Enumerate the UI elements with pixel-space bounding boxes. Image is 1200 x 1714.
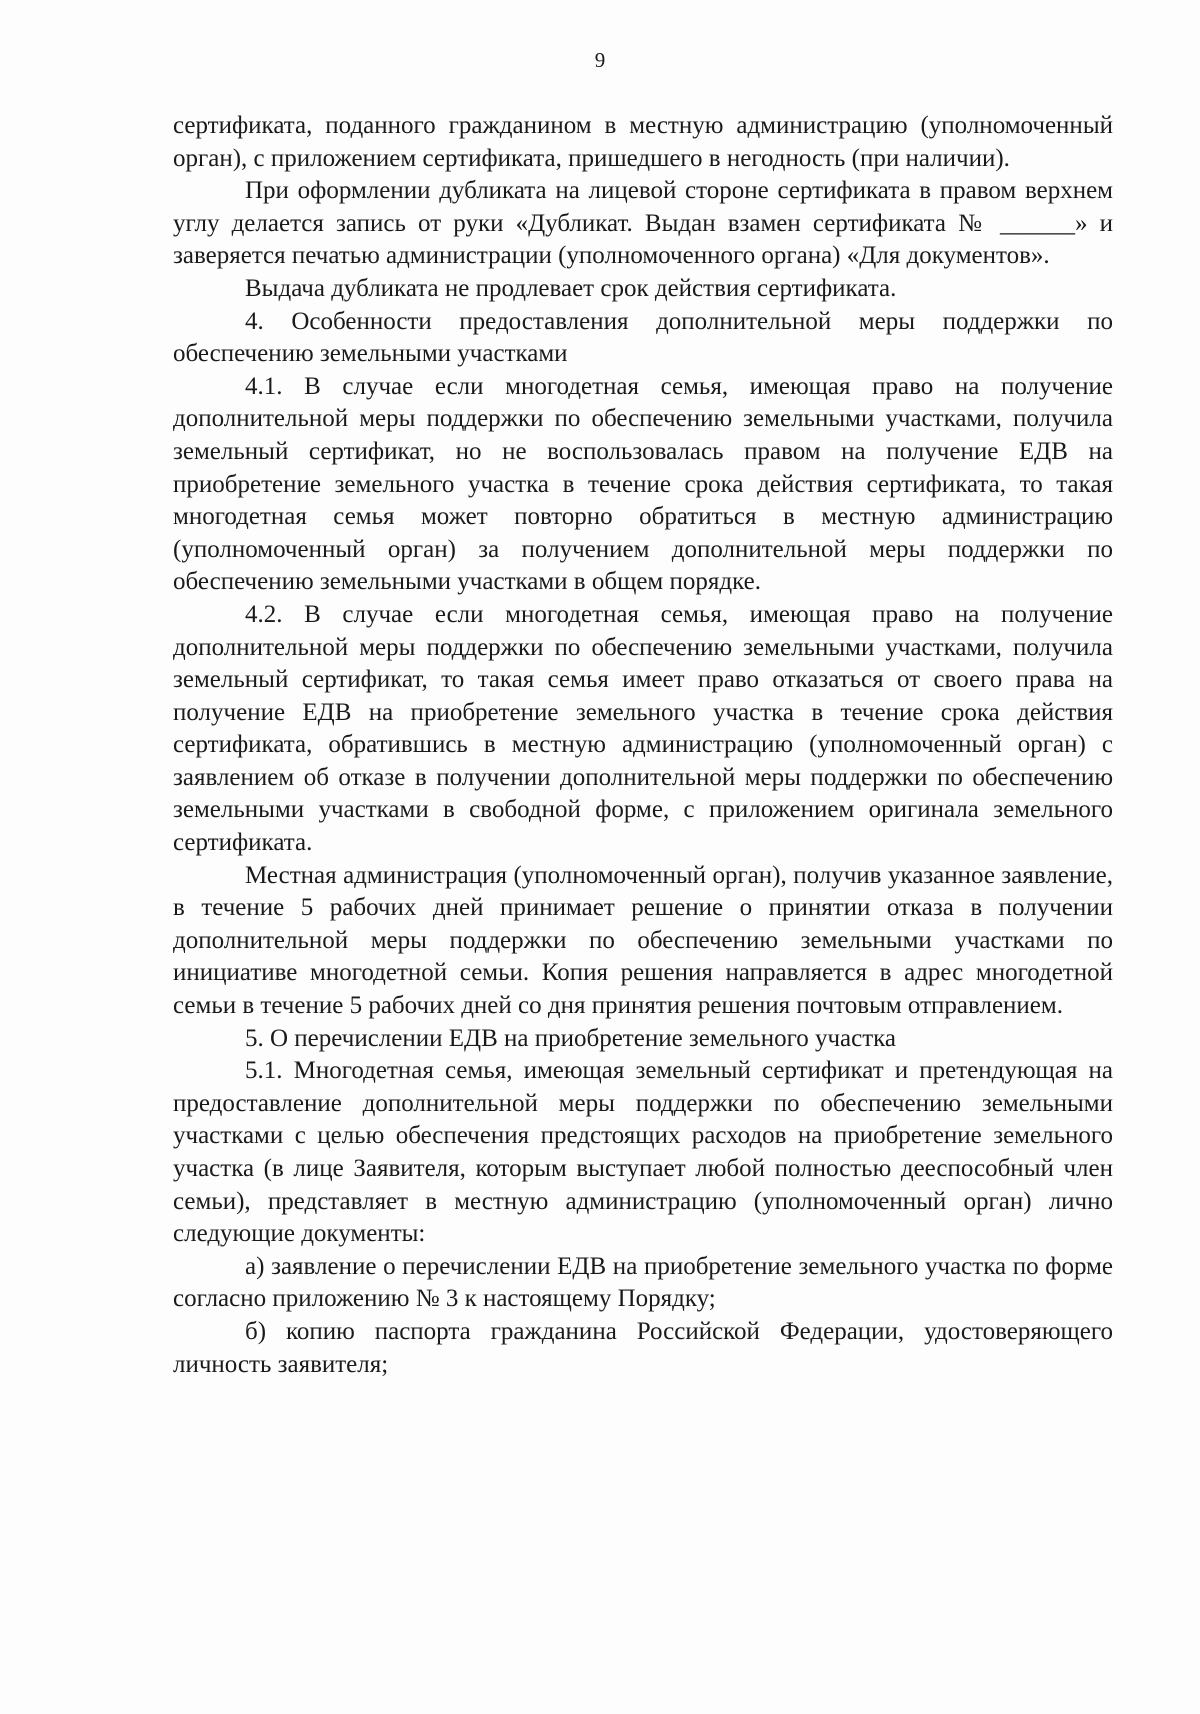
section-heading-5: 5. О перечислении ЕДВ на приобретение земельного участка — [245, 1024, 897, 1052]
page-number: 9 — [594, 48, 606, 72]
paragraph-duplicate-validity: Выдача дубликата не продлевает срок действия сертификата. — [245, 274, 897, 302]
paragraph-duplicate-note: При оформлении дубликата на лицевой стороне сертификата в правом верхнем углу делается запись от руки «Дубликат. Выдан взамен сертификата № ______» и заверяется печатью администрации (уполномоченного органа) «Для документов». — [173, 177, 1113, 270]
section-heading-4: 4. Особенности предоставления дополнительной меры поддержки по обеспечению земельными участками — [173, 307, 1113, 368]
document-body — [173, 110, 1113, 1381]
list-item-b: б) копию паспорта гражданина Российской Федерации, удостоверяющего личность заявителя; — [173, 1317, 1113, 1378]
list-item-a: а) заявление о перечислении ЕДВ на приобретение земельного участка по форме согласно приложению № 3 к настоящему Порядку; — [173, 1252, 1113, 1313]
paragraph-4-2: 4.2. В случае если многодетная семья, имеющая право на получение дополнительной меры поддержки по обеспечению земельными участками, получила земельный сертификат, то такая семья имеет право отказаться от своего права на получение ЕДВ на приобретение земельного участка в течение срока действия сертификата, обратившись в местную администрацию (уполномоченный орган) с заявлением об отказе в получении дополнительной меры поддержки по обеспечению земельными участками в свободной форме, с приложением оригинала земельного сертификата. — [173, 600, 1113, 857]
paragraph-5-1: 5.1. Многодетная семья, имеющая земельный сертификат и претендующая на предоставление дополнительной меры поддержки по обеспечению земельными участками с целью обеспечения предстоящих расходов на приобретение земельного участка (в лице Заявителя, которым выступает любой полностью дееспособный член семьи), представляет в местную администрацию (уполномоченный орган) лично следующие документы: — [173, 1057, 1113, 1248]
paragraph-4-1: 4.1. В случае если многодетная семья, имеющая право на получение дополнительной меры поддержки по обеспечению земельными участками, получила земельный сертификат, но не воспользовалась правом на получение ЕДВ на приобретение земельного участка в течение срока действия сертификата, то такая многодетная семья может повторно обратиться в местную администрацию (уполномоченный орган) за получением дополнительной меры поддержки по обеспечению земельными участками в общем порядке. — [173, 372, 1113, 596]
paragraph-administration-decision: Местная администрация (уполномоченный орган), получив указанное заявление, в течение 5 рабочих дней принимает решение о принятии отказа в получении дополнительной меры поддержки по обеспечению земельными участками по инициативе многодетной семьи. Копия решения направляется в адрес многодетной семьи в течение 5 рабочих дней со дня принятия решения почтовым отправлением. — [173, 861, 1113, 1020]
paragraph-continuation: сертификата, поданного гражданином в местную администрацию (уполномоченный орган), с приложением сертификата, пришедшего в негодность (при наличии). — [173, 112, 1113, 172]
